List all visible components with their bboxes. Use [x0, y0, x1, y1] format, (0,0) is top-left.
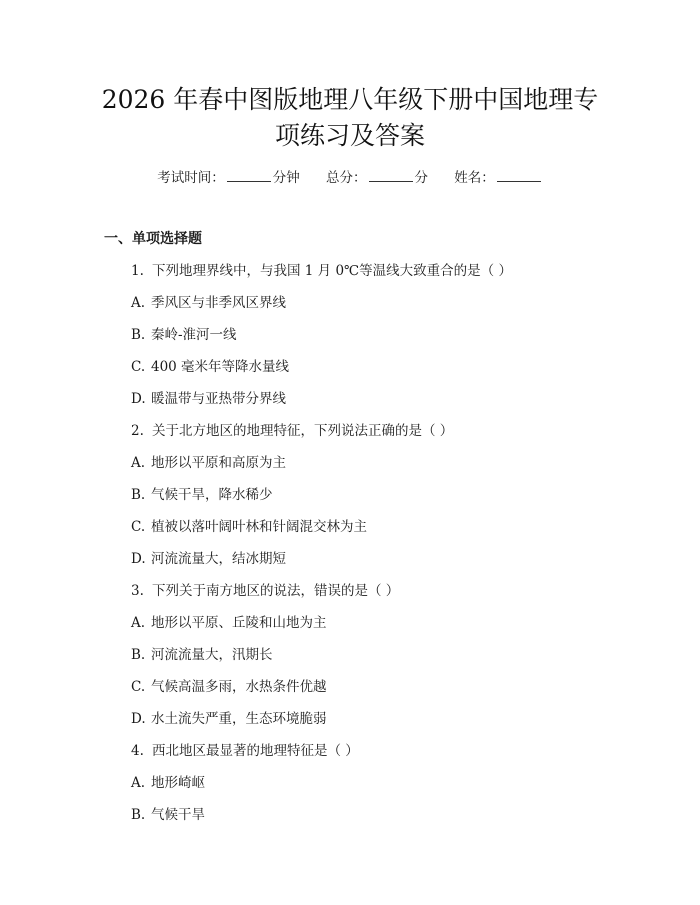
option-letter: B. [131, 487, 146, 503]
total-score-unit: 分 [414, 170, 428, 186]
option-letter: A. [131, 295, 146, 311]
question-text: 西北地区最显著的地理特征是（ ） [152, 743, 359, 759]
exam-time-field [157, 167, 300, 188]
option-letter: A. [131, 455, 146, 471]
answer-option [131, 293, 286, 313]
document-title-line-1: 2026 年春中图版地理八年级下册中国地理专 [101, 85, 599, 114]
option-text: 河流流量大，汛期长 [151, 647, 273, 663]
option-text: 气候高温多雨，水热条件优越 [151, 679, 327, 695]
option-letter: A. [131, 775, 146, 791]
answer-option [131, 389, 286, 409]
exam-time-unit: 分钟 [272, 170, 300, 186]
question-number: 3. [131, 583, 144, 599]
question-number: 4. [131, 743, 144, 759]
exam-info-row [0, 167, 700, 188]
option-letter: D. [131, 711, 146, 727]
question-number: 2. [131, 423, 144, 439]
option-letter: C. [131, 519, 146, 535]
option-letter: D. [131, 551, 146, 567]
name-label: 姓名： [454, 170, 495, 186]
option-letter: B. [131, 327, 146, 343]
total-score-blank [369, 167, 413, 182]
answer-option [131, 805, 205, 825]
option-text: 地形以平原、丘陵和山地为主 [151, 615, 327, 631]
option-letter: B. [131, 807, 146, 823]
question-text: 下列地理界线中，与我国 1 月 0℃等温线大致重合的是（ ） [152, 263, 512, 279]
answer-option [131, 613, 327, 633]
answer-option [131, 709, 327, 729]
answer-option [131, 325, 237, 345]
question-number: 1. [131, 263, 144, 279]
option-text: 水土流失严重，生态环境脆弱 [151, 711, 327, 727]
answer-option [131, 677, 327, 697]
option-text: 地形崎岖 [151, 775, 205, 791]
question-stem [131, 421, 453, 441]
answer-option [131, 549, 286, 569]
option-text: 季风区与非季风区界线 [151, 295, 286, 311]
option-text: 暖温带与亚热带分界线 [151, 391, 286, 407]
option-text: 400 毫米年等降水量线 [151, 359, 290, 375]
section-heading: 一、单项选择题 [104, 231, 202, 247]
option-text: 河流流量大，结冰期短 [151, 551, 286, 567]
option-text: 植被以落叶阔叶林和针阔混交林为主 [151, 519, 367, 535]
name-field [454, 167, 543, 188]
question-text: 下列关于南方地区的说法，错误的是（ ） [152, 583, 400, 599]
total-score-label: 总分： [326, 170, 367, 186]
exam-time-blank [227, 167, 271, 182]
option-text: 地形以平原和高原为主 [151, 455, 286, 471]
question-stem [131, 581, 399, 601]
option-letter: C. [131, 359, 146, 375]
option-letter: B. [131, 647, 146, 663]
total-score-field [326, 167, 428, 188]
name-blank [497, 167, 541, 182]
question-stem [131, 741, 359, 761]
option-letter: D. [131, 391, 146, 407]
answer-option [131, 645, 273, 665]
document-title-line-2: 项练习及答案 [274, 121, 425, 150]
question-stem [131, 261, 512, 281]
answer-option [131, 773, 205, 793]
option-text: 秦岭-淮河一线 [151, 327, 237, 343]
option-letter: C. [131, 679, 146, 695]
answer-option [131, 453, 286, 473]
option-text: 气候干旱 [151, 807, 205, 823]
answer-option [131, 485, 273, 505]
question-text: 关于北方地区的地理特征，下列说法正确的是（ ） [152, 423, 454, 439]
exam-time-label: 考试时间： [157, 170, 225, 186]
option-letter: A. [131, 615, 146, 631]
answer-option [131, 357, 289, 377]
answer-option [131, 517, 367, 537]
option-text: 气候干旱，降水稀少 [151, 487, 273, 503]
